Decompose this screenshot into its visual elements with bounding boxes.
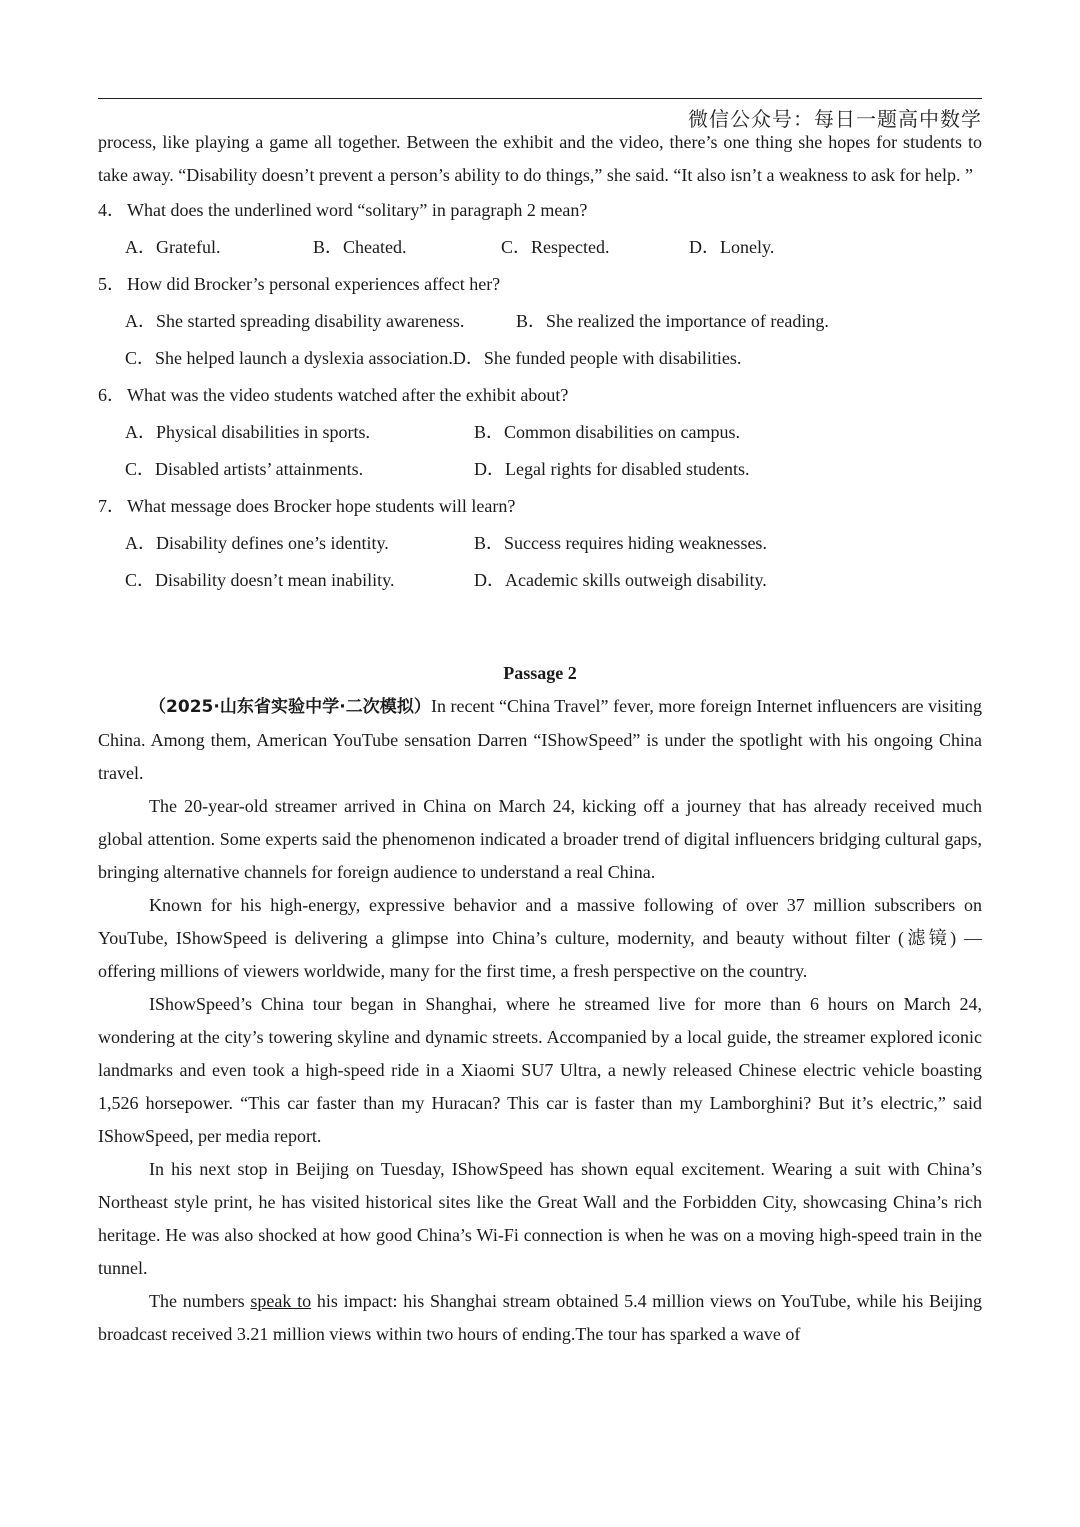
header-wechat-tag: 微信公众号：每日一题高中数学 (688, 107, 982, 131)
section-spacer (98, 599, 982, 657)
paragraph-text: In recent “China Travel” fever, more foreign Internet influencers are visiting China. Among them, American YouTube sensation Darren “IShowSpeed” is under the spotlight with his ongoing China travel. (98, 696, 982, 783)
option-d[interactable]: D．Lonely. (689, 237, 775, 257)
question-5 (98, 266, 982, 303)
question-7 (98, 488, 982, 525)
question-number: 7． (98, 496, 125, 516)
option-c[interactable]: C．She helped launch a dyslexia association. (125, 348, 453, 368)
question-6-options (98, 414, 982, 488)
question-4 (98, 192, 982, 229)
underlined-phrase: speak to (250, 1291, 312, 1311)
option-a[interactable]: A．Disability defines one’s identity. (125, 533, 389, 553)
question-text: What does the underlined word “solitary” in paragraph 2 mean? (127, 200, 588, 220)
intro-paragraph: process, like playing a game all together. Between the exhibit and the video, there’s one thing she hopes for students to take away. “Disability doesn’t prevent a person’s ability to do things,” she said. “It also isn’t a weakness to ask for help. ” (98, 132, 982, 185)
option-c[interactable]: C．Disabled artists’ attainments. (125, 459, 364, 479)
question-number: 5． (98, 274, 125, 294)
option-a[interactable]: A．Grateful. (125, 237, 221, 257)
option-b[interactable]: B．Cheated. (313, 237, 407, 257)
passage-source: （2025·山东省实验中学·二次模拟） (149, 697, 431, 717)
option-d[interactable]: D．She funded people with disabilities. (452, 348, 742, 368)
option-b[interactable]: B．Success requires hiding weaknesses. (474, 533, 767, 553)
option-b[interactable]: B．She realized the importance of reading. (516, 311, 829, 331)
passage-paragraph-2: The 20-year-old streamer arrived in China on March 24, kicking off a journey that has already received much global attention. Some experts said the phenomenon indicated a broader trend of digital influencers bridging cultural gaps, bringing alternative channels for foreign audience to understand a real China. (98, 796, 982, 882)
question-number: 6． (98, 385, 125, 405)
passage-paragraph-5: In his next stop in Beijing on Tuesday, IShowSpeed has shown equal excitement. Wearing a suit with China’s Northeast style print, he has visited historical sites like the Great Wall and the Forbidden City, showcasing China’s rich heritage. He was also shocked at how good China’s Wi-Fi connection is when he was on a moving high-speed train in the tunnel. (98, 1159, 982, 1278)
option-c[interactable]: C．Respected. (501, 237, 610, 257)
question-5-options (98, 303, 982, 377)
question-text: What was the video students watched after the exhibit about? (127, 385, 569, 405)
option-a[interactable]: A．She started spreading disability awareness. (125, 311, 465, 331)
option-b[interactable]: B．Common disabilities on campus. (474, 422, 740, 442)
paragraph-text: his impact: his Shanghai stream obtained 5.4 million views on YouTube, while his Beijing broadcast received 3.21 million views within two hours of ending.The tour has sparked a wave of (98, 1291, 982, 1344)
question-text: How did Brocker’s personal experiences affect her? (127, 274, 501, 294)
question-6 (98, 377, 982, 414)
question-4-options (98, 229, 982, 266)
option-d[interactable]: D．Academic skills outweigh disability. (474, 570, 767, 590)
question-number: 4． (98, 200, 125, 220)
question-7-options (98, 525, 982, 599)
option-a[interactable]: A．Physical disabilities in sports. (125, 422, 370, 442)
passage-paragraph-3: Known for his high-energy, expressive behavior and a massive following of over 37 million subscribers on YouTube, IShowSpeed is delivering a glimpse into China’s culture, modernity, and beauty without filter (滤镜) — offering millions of viewers worldwide, many for the first time, a fresh perspective on the country. (98, 895, 982, 981)
header-rule (98, 98, 982, 99)
passage-paragraph-4: IShowSpeed’s China tour began in Shanghai, where he streamed live for more than 6 hours on March 24, wondering at the city’s towering skyline and dynamic streets. Accompanied by a local guide, the streamer explored iconic landmarks and even took a high-speed ride in a Xiaomi SU7 Ultra, a newly released Chinese electric vehicle boasting 1,526 horsepower. “This car faster than my Huracan? This car is faster than my Lamborghini? But it’s electric,” said IShowSpeed, per media report. (98, 994, 982, 1146)
passage-title: Passage 2 (503, 663, 577, 683)
question-text: What message does Brocker hope students will learn? (127, 496, 516, 516)
passage-paragraph-1 (98, 690, 982, 790)
paragraph-text: The numbers (149, 1291, 251, 1311)
option-c[interactable]: C．Disability doesn’t mean inability. (125, 570, 395, 590)
option-d[interactable]: D．Legal rights for disabled students. (474, 459, 750, 479)
passage-paragraph-6 (98, 1285, 982, 1351)
page-content (98, 126, 982, 1351)
